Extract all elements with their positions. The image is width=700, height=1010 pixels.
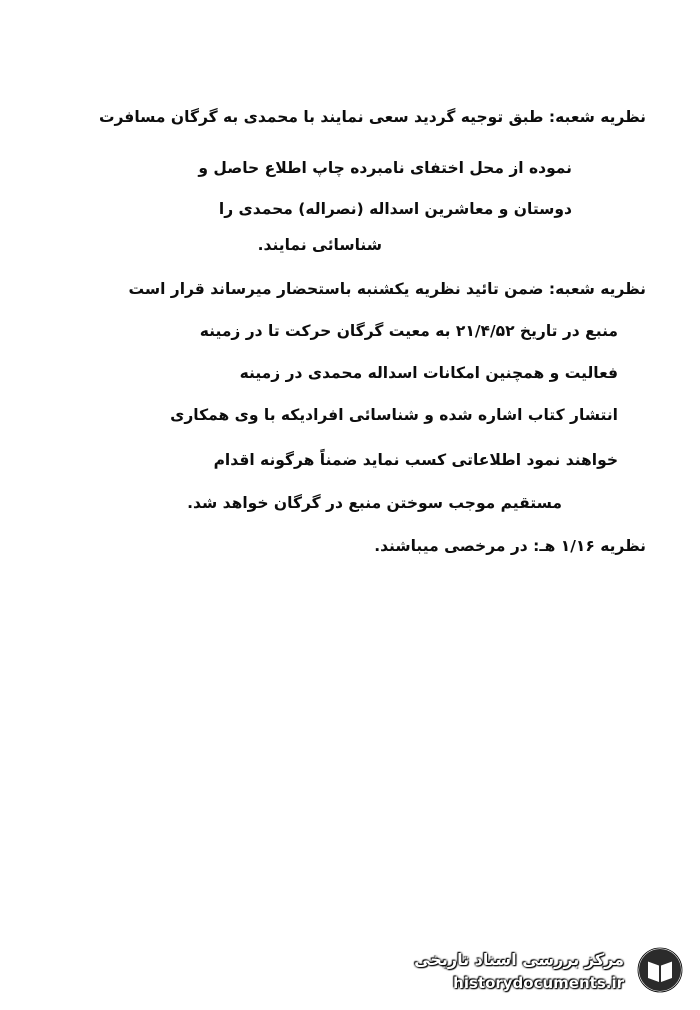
doc-line-11: نظریه ۱/۱۶ هـ: در مرخصی میباشند.	[374, 537, 646, 555]
watermark-site: historydocuments.ir	[453, 974, 624, 992]
doc-line-4: شناسائی نمایند.	[257, 236, 382, 254]
doc-line-9: خواهند نمود اطلاعاتی کسب نماید ضمناً هرگونه اقدام	[213, 451, 618, 469]
doc-line-8: انتشار کتاب اشاره شده و شناسائی افرادیکه با وی همکاری	[170, 406, 618, 424]
doc-line-3: دوستان و معاشرین اسداله (نصراله) محمدی را	[218, 200, 572, 218]
doc-line-5: نظریه شعبه: ضمن تائید نظریه یکشنبه باستحضار میرساند قرار است	[128, 280, 646, 298]
book-seal-icon	[636, 946, 684, 994]
watermark-title: مرکز بررسی اسناد تاریخی	[414, 950, 624, 969]
doc-line-10: مستقیم موجب سوختن منبع در گرگان خواهد شد.	[187, 494, 562, 512]
doc-line-1: نظریه شعبه: طبق توجیه گردید سعی نمایند با محمدی به گرگان مسافرت	[98, 108, 646, 126]
watermark	[398, 938, 688, 1002]
doc-line-2: نموده از محل اختفای نامبرده چاپ اطلاع حاصل و	[198, 159, 572, 177]
doc-line-6: منبع در تاریخ ۲۱/۴/۵۲ به معیت گرگان حرکت تا در زمینه	[199, 322, 618, 340]
doc-line-7: فعالیت و همچنین امکانات اسداله محمدی در زمینه	[239, 364, 618, 382]
